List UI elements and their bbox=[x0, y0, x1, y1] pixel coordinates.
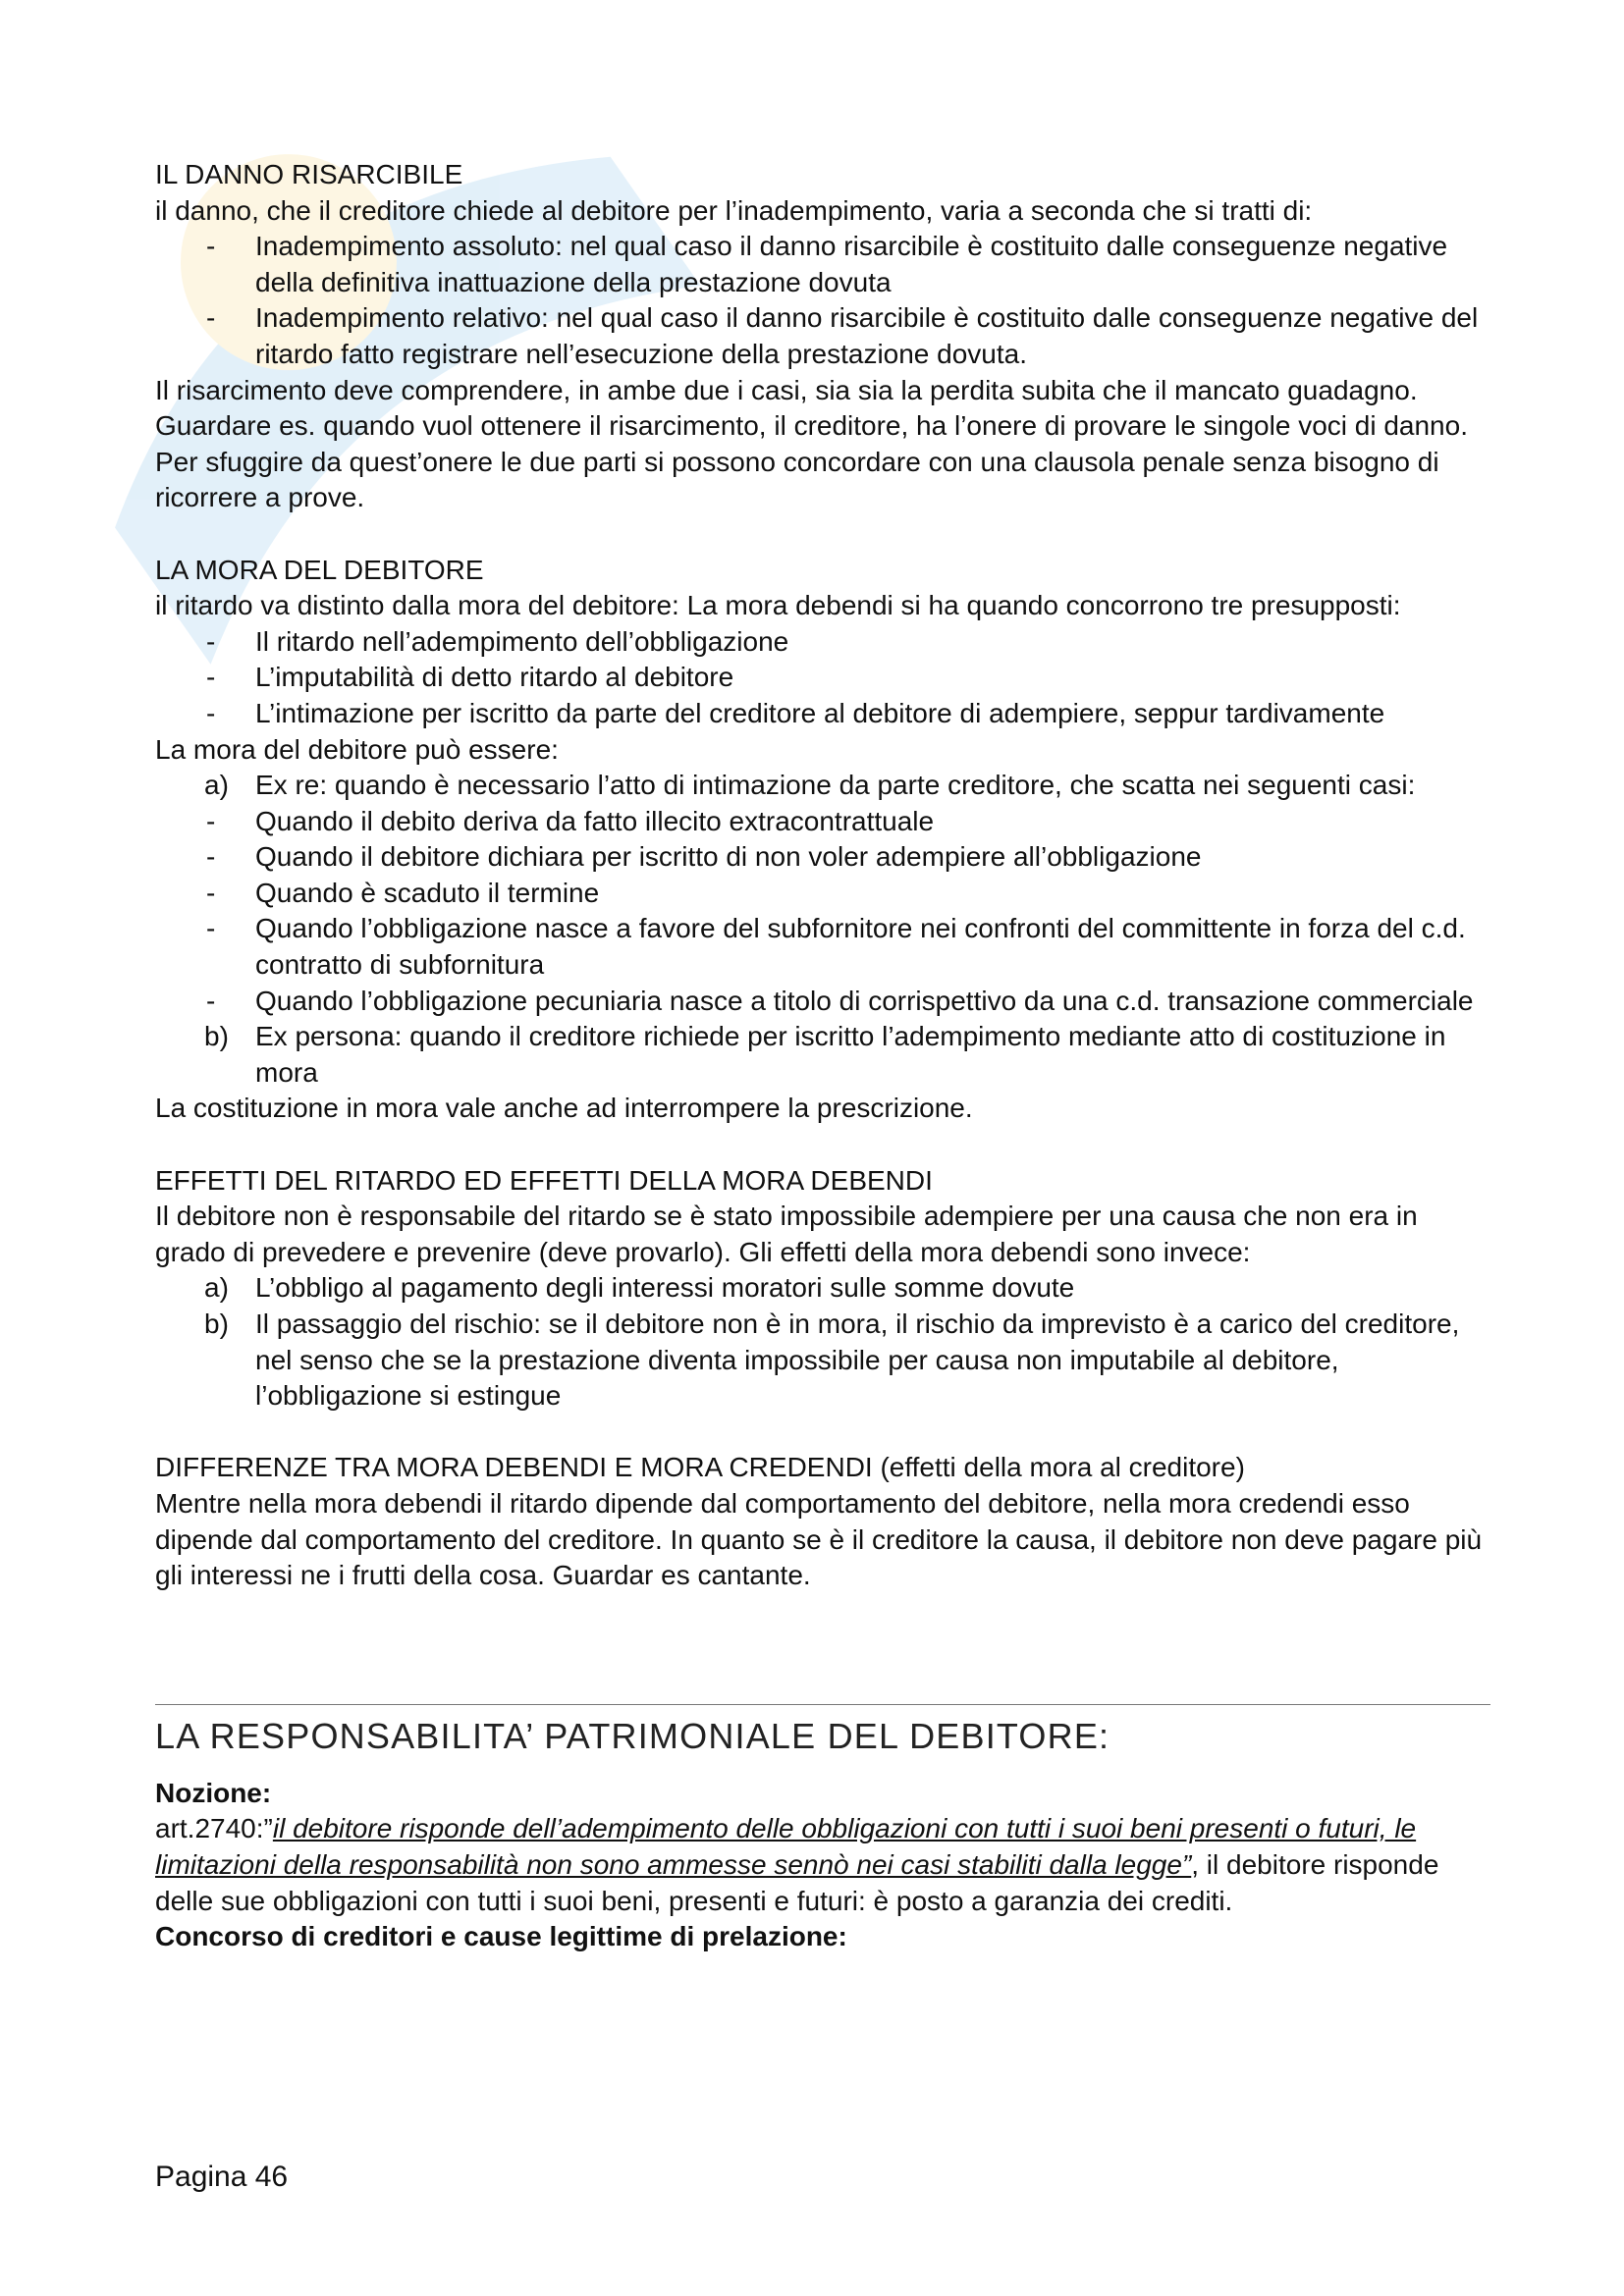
list-item: - L’intimazione per iscritto da parte del creditore al debitore di adempiere, seppur tardivamente bbox=[206, 697, 1385, 728]
list-item: - L’imputabilità di detto ritardo al debitore bbox=[206, 662, 734, 693]
dash-list bbox=[155, 624, 1490, 732]
paragraph bbox=[155, 1811, 1490, 1919]
list-item: - Quando l’obbligazione pecuniaria nasce a titolo di corrispettivo da una c.d. transazione commerciale bbox=[206, 985, 1474, 1016]
list-item: - Quando è scaduto il termine bbox=[206, 877, 600, 908]
page-title: LA RESPONSABILITA’ PATRIMONIALE DEL DEBITORE: bbox=[155, 1715, 1110, 1756]
paragraph: Mentre nella mora debendi il ritardo dipende dal comportamento del debitore, nella mora credendi esso dipende dal comportamento del creditore. In quanto se è il creditore la causa, il debitore non deve pagare più gli interessi ne i frutti della cosa. Guardar es cantante. bbox=[155, 1487, 1483, 1591]
article-continuation: , il debitore risponde delle sue obbligazioni con tutti i suoi beni, presenti e futuri: è posto a garanzia dei crediti. bbox=[155, 1848, 1439, 1916]
alpha-list bbox=[155, 768, 1490, 804]
section-divider bbox=[155, 1704, 1490, 1705]
section-differenze-mora bbox=[155, 1450, 1490, 1593]
dash-list bbox=[155, 804, 1490, 1020]
section-mora-debitore bbox=[155, 553, 1490, 1128]
list-item: a) Ex re: quando è necessario l’atto di intimazione da parte creditore, che scatta nei seguenti casi: bbox=[204, 770, 1416, 801]
paragraph: il ritardo va distinto dalla mora del debitore: La mora debendi si ha quando concorrono tre presupposti: bbox=[155, 590, 1401, 621]
dash-list bbox=[155, 229, 1490, 372]
page-number: Pagina 46 bbox=[155, 2161, 289, 2193]
list-item: - Il ritardo nell’adempimento dell’obbligazione bbox=[206, 625, 789, 657]
list-item: a) L’obbligo al pagamento degli interessi moratori sulle somme dovute bbox=[204, 1272, 1075, 1304]
list-item: b) Ex persona: quando il creditore richiede per iscritto l’adempimento mediante atto di costituzione in mora bbox=[204, 1021, 1446, 1088]
list-item: - Inadempimento relativo: nel qual caso il danno risarcibile è costituito dalle conseguenze negative del ritardo fatto registrare nell’esecuzione della prestazione dovuta. bbox=[206, 302, 1479, 369]
section-heading: LA MORA DEL DEBITORE bbox=[155, 554, 484, 585]
section-heading: DIFFERENZE TRA MORA DEBENDI E MORA CREDENDI (effetti della mora al creditore) bbox=[155, 1452, 1245, 1483]
alpha-list bbox=[155, 1270, 1490, 1414]
alpha-list bbox=[155, 1019, 1490, 1091]
article-reference: art.2740:” bbox=[155, 1813, 273, 1844]
paragraph: La costituzione in mora vale anche ad interrompere la prescrizione. bbox=[155, 1093, 973, 1124]
document-body bbox=[155, 157, 1490, 1955]
subheading-nozione: Nozione: bbox=[155, 1777, 272, 1808]
paragraph: il danno, che il creditore chiede al debitore per l’inadempimento, varia a seconda che si tratti di: bbox=[155, 194, 1313, 226]
list-item: - Quando il debito deriva da fatto illecito extracontrattuale bbox=[206, 805, 935, 836]
paragraph: La mora del debitore può essere: bbox=[155, 733, 559, 765]
list-item: b) Il passaggio del rischio: se il debitore non è in mora, il rischio da imprevisto è a carico del creditore, nel senso che se la prestazione diventa impossibile per causa non imputabile al debitore, l’obbligazione si estingue bbox=[204, 1308, 1460, 1412]
paragraph: Il risarcimento deve comprendere, in ambe due i casi, sia sia la perdita subita che il mancato guadagno. Guardare es. quando vuol ottenere il risarcimento, il creditore, ha l’onere di provare le singole voci di danno. Per sfuggire da quest’onere le due parti si possono concordare con una clausola penale senza bisogno di ricorrere a prove. bbox=[155, 374, 1468, 513]
section-danno-risarcibile bbox=[155, 157, 1490, 516]
section-heading: EFFETTI DEL RITARDO ED EFFETTI DELLA MORA DEBENDI bbox=[155, 1164, 933, 1196]
list-item: - Inadempimento assoluto: nel qual caso il danno risarcibile è costituito dalle conseguenze negative della definitiva inattuazione della prestazione dovuta bbox=[206, 231, 1448, 297]
list-item: - Quando l’obbligazione nasce a favore del subfornitore nei confronti del committente in forza del c.d. contratto di subfornitura bbox=[206, 913, 1466, 981]
section-heading: IL DANNO RISARCIBILE bbox=[155, 159, 463, 189]
paragraph: Il debitore non è responsabile del ritardo se è stato impossibile adempiere per una causa che non era in grado di prevedere e prevenire (deve provarlo). Gli effetti della mora debendi sono invece: bbox=[155, 1201, 1418, 1267]
article-quote: il debitore risponde dell’adempimento delle obbligazioni con tutti i suoi beni presenti o futuri, le limitazioni della responsabilità non sono ammesse sennò nei casi stabiliti dalla legge” bbox=[155, 1813, 1417, 1880]
subheading-concorso: Concorso di creditori e cause legittime di prelazione: bbox=[155, 1921, 847, 1952]
list-item: - Quando il debitore dichiara per iscritto di non voler adempiere all’obbligazione bbox=[206, 841, 1202, 873]
section-effetti-ritardo bbox=[155, 1163, 1490, 1415]
section-responsabilita-patrimoniale bbox=[155, 1715, 1490, 1955]
